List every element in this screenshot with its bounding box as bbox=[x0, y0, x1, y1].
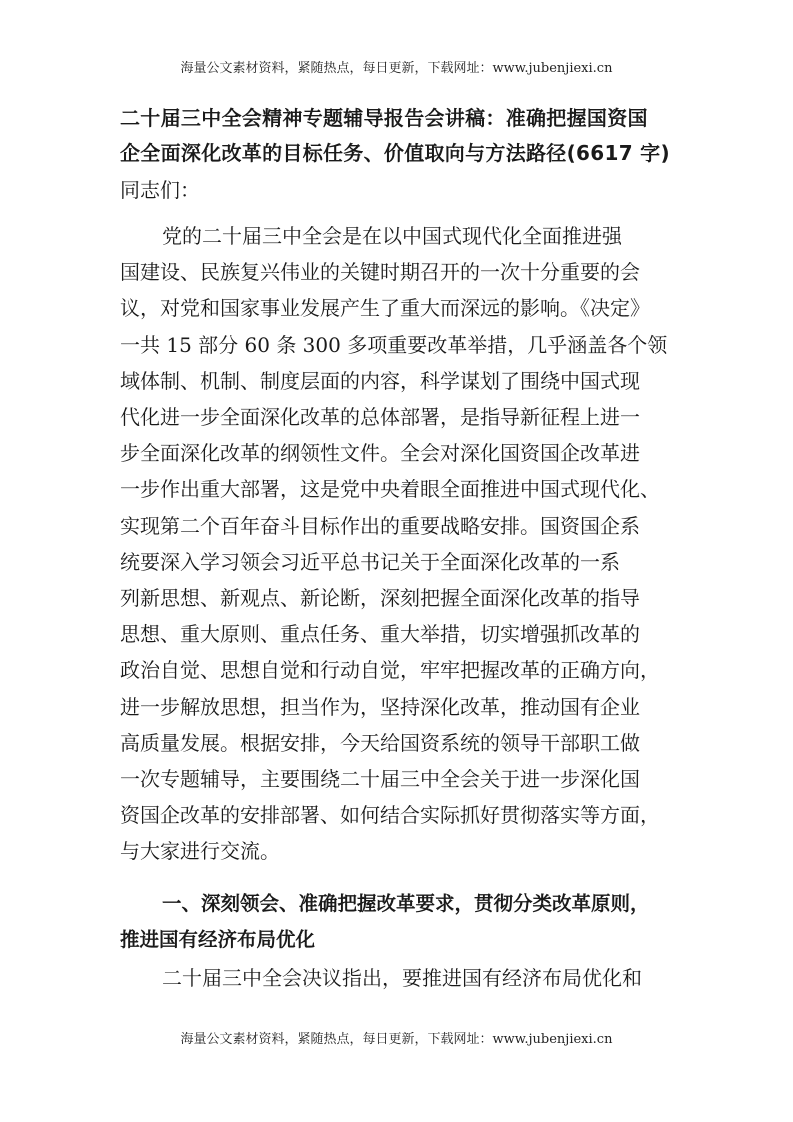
text-line: 一共 15 部分 60 条 300 多项重要改革举措，几乎涵盖各个领 bbox=[120, 332, 668, 357]
heading-line: 推进国有经济布局优化 bbox=[120, 928, 316, 951]
text-line: 二十届三中全会决议指出，要推进国有经济布局优化和 bbox=[162, 966, 642, 990]
text-line: 资国企改革的安排部署、如何结合实际抓好贯彻落实等方面， bbox=[120, 803, 660, 828]
salutation: 同志们： bbox=[120, 178, 200, 202]
text-line: 国建设、民族复兴伟业的关键时期召开的一次十分重要的会 bbox=[120, 260, 640, 285]
page-footer-note: 海量公文素材资料，紧随热点，每日更新，下载网址：www.jubenjiexi.cn bbox=[180, 1032, 613, 1047]
title-line: 二十届三中全会精神专题辅导报告会讲稿：准确把握国资国 bbox=[120, 106, 648, 130]
page-header-note: 海量公文素材资料，紧随热点，每日更新，下载网址：www.jubenjiexi.cn bbox=[180, 61, 613, 76]
section-heading-1 bbox=[120, 886, 680, 958]
heading-line: 一、深刻领会、准确把握改革要求，贯彻分类改革原则， bbox=[162, 892, 650, 915]
text-line: 一次专题辅导，主要围绕二十届三中全会关于进一步深化国 bbox=[120, 767, 640, 792]
text-line: 统要深入学习领会习近平总书记关于全面深化改革的一系 bbox=[120, 549, 620, 574]
text-line: 思想、重大原则、重点任务、重大举措，切实增强抓改革的 bbox=[120, 622, 640, 647]
document-title bbox=[120, 101, 680, 171]
paragraph-section-1 bbox=[120, 960, 680, 996]
text-line: 议，对党和国家事业发展产生了重大而深远的影响。《决定》 bbox=[120, 296, 650, 321]
text-line: 实现第二个百年奋斗目标作出的重要战略安排。国资国企系 bbox=[120, 513, 640, 538]
text-line: 代化进一步全面深化改革的总体部署，是指导新征程上进一 bbox=[120, 405, 640, 430]
text-line: 域体制、机制、制度层面的内容，科学谋划了围绕中国式现 bbox=[120, 368, 640, 393]
text-line: 与大家进行交流。 bbox=[120, 839, 280, 864]
text-line: 政治自觉、思想自觉和行动自觉，牢牢把握改革的正确方向， bbox=[120, 658, 660, 683]
text-line: 步全面深化改革的纲领性文件。全会对深化国资国企改革进 bbox=[120, 441, 640, 466]
title-line: 企全面深化改革的目标任务、价值取向与方法路径(6617 字) bbox=[120, 141, 670, 165]
text-line: 一步作出重大部署，这是党中央着眼全面推进中国式现代化、 bbox=[120, 477, 660, 502]
text-line: 党的二十届三中全会是在以中国式现代化全面推进强 bbox=[162, 224, 622, 248]
text-line: 列新思想、新观点、新论断，深刻把握全面深化改革的指导 bbox=[120, 586, 640, 611]
text-line: 进一步解放思想，担当作为，坚持深化改革，推动国有企业 bbox=[120, 694, 640, 719]
paragraph-intro bbox=[120, 218, 680, 870]
text-line: 高质量发展。根据安排，今天给国资系统的领导干部职工做 bbox=[120, 730, 640, 755]
